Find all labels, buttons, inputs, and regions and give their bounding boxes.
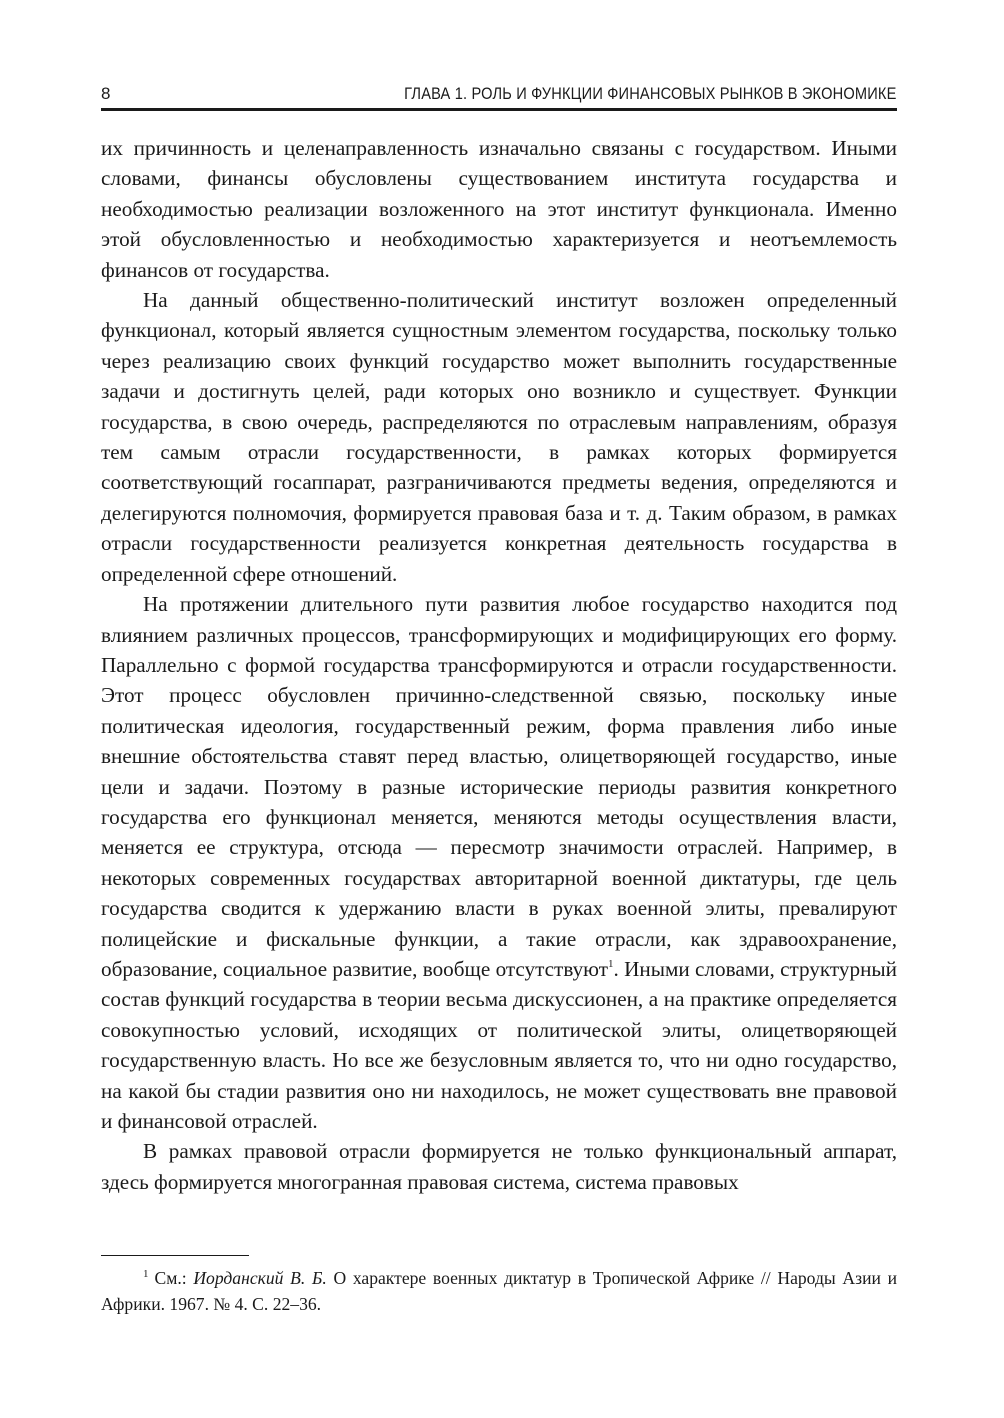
paragraph-2: На данный общественно-политический институт возложен определенный функционал, который является сущностным элементом государства, поскольку только через реализацию своих функций государство может выполнить государственные задачи и достигнуть целей, ради которых оно возникло и существует. Функции государства, в свою очередь, распределяются по отраслевым направлениям, образуя тем самым отрасли государственности, в рамках которых формируется соответствующий госаппарат, разграничиваются предметы ведения, определяются и делегируются полномочия, формируется правовая база и т. д. Таким образом, в рамках отрасли государственности реализуется конкретная деятельность государства в определенной сфере отношений. xyxy=(101,288,897,586)
paragraph-3-part-2: . Иными словами, структурный состав функций государства в теории весьма дискуссионен, а на практике определяется совокупностью условий, исходящих от политической элиты, олицетворяющей государственную власть. Но все же безусловным является то, что ни одно государство, на какой бы стадии развития оно ни находилось, не может существовать вне правовой и финансовой отраслей. xyxy=(101,956,897,1133)
chapter-title: ГЛАВА 1. РОЛЬ И ФУНКЦИИ ФИНАНСОВЫХ РЫНКОВ В ЭКОНОМИКЕ xyxy=(404,84,897,103)
paragraph-3-part-1: На протяжении длительного пути развития любое государство находится под влиянием различных процессов, трансформирующих и модифицирующих его форму. Параллельно с формой государства трансформируются и отрасли государственности. Этот процесс обусловлен причинно-следственной связью, поскольку иные политическая идеология, государственный режим, форма правления либо иные внешние обстоятельства ставят перед властью, олицетворяющей государство, иные цели и задачи. Поэтому в разные исторические периоды развития конкретного государства его функционал меняется, меняются методы осуществления власти, меняется ее структура, отсюда — пересмотр значимости отраслей. Например, в некоторых современных государствах авторитарной военной диктатуры, где цель государства сводится к удержанию власти в руках военной элиты, превалируют полицейские и фискальные функции, а такие отрасли, как здравоохранение, образование, социальное развитие, вообще отсутствуют xyxy=(101,592,897,981)
header-divider xyxy=(101,108,897,111)
running-header xyxy=(101,80,897,108)
footnote-reference[interactable]: 1 xyxy=(608,957,614,970)
paragraph-3 xyxy=(101,589,897,1136)
footnote xyxy=(101,1265,897,1317)
body-text xyxy=(101,133,897,1197)
paragraph-1: их причинность и целенаправленность изначально связаны с государством. Иными словами, финансы обусловлены существованием института государства и необходимостью реализации возложенного на этот институт функционала. Именно этой обусловленностью и необходимостью характеризуется и неотъемлемость финансов от государства. xyxy=(101,136,897,282)
footnote-author: Иорданский В. Б. xyxy=(193,1268,327,1288)
paragraph-4: В рамках правовой отрасли формируется не только функциональный аппарат, здесь формируется многогранная правовая система, система правовых xyxy=(101,1139,897,1194)
footnote-number: 1 xyxy=(143,1268,149,1280)
footnote-prefix: См.: xyxy=(154,1268,194,1288)
page xyxy=(101,80,897,1197)
page-number: 8 xyxy=(101,84,111,103)
footnote-divider xyxy=(101,1255,249,1256)
footnote-text: О характере военных диктатур в Тропической Африке // Народы Азии и Африки. 1967. № 4. С. 22–36. xyxy=(101,1268,898,1314)
